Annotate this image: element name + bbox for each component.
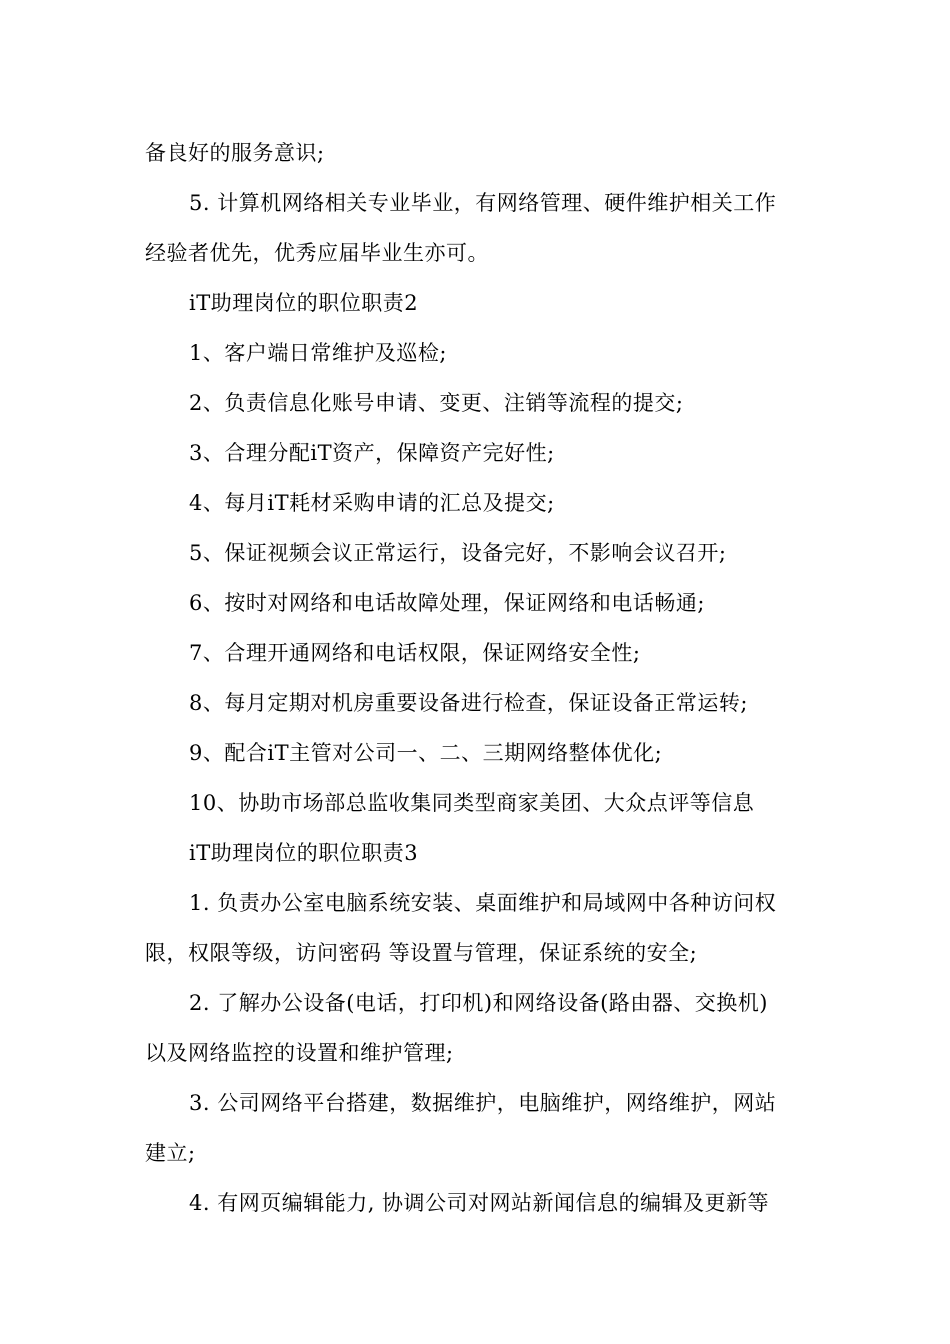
section-heading: iT助理岗位的职位职责2: [189, 291, 419, 315]
text-line: 3、合理分配iT资产，保障资产完好性;: [189, 441, 555, 465]
text-line: 5. 计算机网络相关专业毕业，有网络管理、硬件维护相关工作: [189, 191, 777, 215]
text-line: 9、配合iT主管对公司一、二、三期网络整体优化;: [189, 741, 663, 765]
document-body: [145, 128, 810, 1228]
text-line: 2、负责信息化账号申请、变更、注销等流程的提交;: [189, 391, 684, 415]
text-line: 限，权限等级，访问密码 等设置与管理，保证系统的安全;: [145, 941, 698, 965]
text-line: 备良好的服务意识;: [145, 141, 325, 165]
text-line: 建立;: [145, 1141, 196, 1165]
section-heading: iT助理岗位的职位职责3: [189, 841, 419, 865]
text-line: 6、按时对网络和电话故障处理，保证网络和电话畅通;: [189, 591, 705, 615]
text-line: 4. 有网页编辑能力, 协调公司对网站新闻信息的编辑及更新等: [189, 1191, 770, 1215]
text-line: 1. 负责办公室电脑系统安装、桌面维护和局域网中各种访问权: [189, 891, 777, 915]
text-line: 以及网络监控的设置和维护管理;: [145, 1041, 454, 1065]
text-line: 4、每月iT耗材采购申请的汇总及提交;: [189, 491, 555, 515]
text-line: 经验者优先，优秀应届毕业生亦可。: [145, 241, 489, 265]
text-line: 3. 公司网络平台搭建，数据维护，电脑维护，网络维护，网站: [189, 1091, 777, 1115]
text-line: 10、协助市场部总监收集同类型商家美团、大众点评等信息: [189, 791, 755, 815]
text-line: 1、客户端日常维护及巡检;: [189, 341, 447, 365]
text-line: 5、保证视频会议正常运行，设备完好，不影响会议召开;: [189, 541, 727, 565]
text-line: 7、合理开通网络和电话权限，保证网络安全性;: [189, 641, 641, 665]
text-line: 8、每月定期对机房重要设备进行检查，保证设备正常运转;: [189, 691, 748, 715]
text-line: 2. 了解办公设备(电话，打印机)和网络设备(路由器、交换机): [189, 991, 768, 1015]
